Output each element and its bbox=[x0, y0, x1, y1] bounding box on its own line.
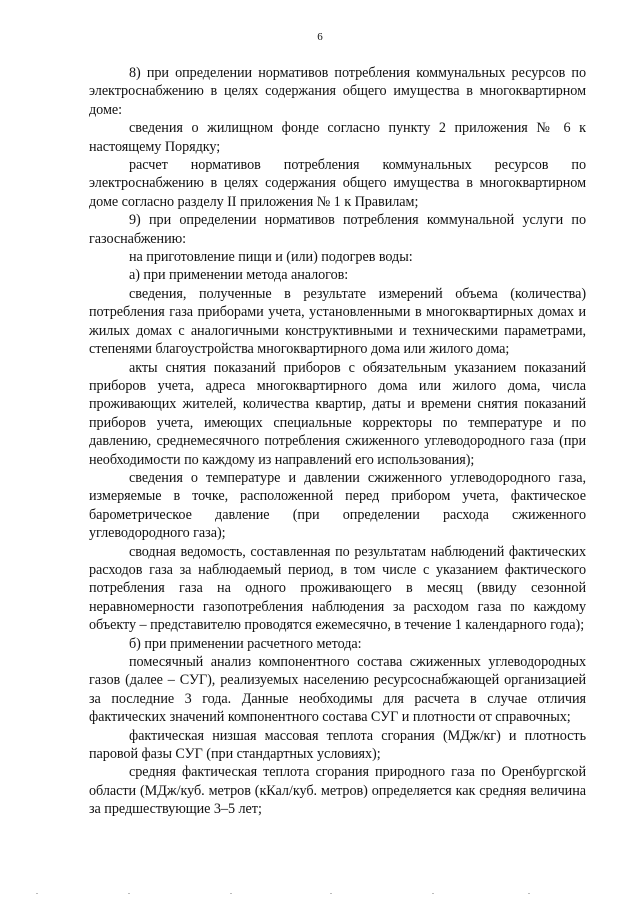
paragraph: акты снятия показаний приборов с обязательным указанием показаний приборов учета, адреса многоквартирного дома или жилого дома, числа проживающих жителей, количества квартир, даты и времени снятия показаний приборов учета, имеющих специальные корректоры по температуре и по давлению, среднемесячного потребления сжиженного углеводородного газа (при необходимости по каждому из направлений его использования); bbox=[89, 359, 586, 468]
paragraph: сведения о температуре и давлении сжиженного углеводородного газа, измеряемые в точке, расположенной перед прибором учета, фактическое барометрическое давление (при определении расхода сжиженного углеводородного газа); bbox=[89, 469, 586, 542]
subsection-a-heading: а) при применении метода аналогов: bbox=[129, 267, 349, 284]
paragraph: расчет нормативов потребления коммунальных ресурсов по электроснабжению в целях содержания общего имущества в многоквартирном доме согласно разделу II приложения № 1 к Правилам; bbox=[89, 157, 586, 210]
paragraph: фактическая низшая массовая теплота сгорания (МДж/кг) и плотность паровой фазы СУГ (при стандартных условиях); bbox=[89, 727, 586, 763]
page-number: 6 bbox=[317, 31, 323, 43]
paragraph-9-heading: 9) при определении нормативов потребления коммунальной услуги по газоснабжению: bbox=[89, 212, 586, 247]
subsection-b-heading: б) при применении расчетного метода: bbox=[129, 635, 362, 652]
paragraph: сведения, полученные в результате измерений объема (количества) потребления газа приборами учета, установленными в многоквартирных домах и жилых домах с аналогичными конструктивными и техническими параметрами, степенями благоустройства многоквартирного дома или жилого дома; bbox=[89, 285, 586, 358]
paragraph: помесячный анализ компонентного состава сжиженных углеводородных газов (далее – СУГ), реализуемых населению ресурсоснабжающей организацией за последние 3 года. Данные необходимы для расчета в случае отличия фактических значений компонентного состава СУГ и плотности от справочных; bbox=[89, 654, 586, 726]
scan-artifact-dots bbox=[0, 893, 640, 901]
paragraph: сведения о жилищном фонде согласно пункту 2 приложения № 6 к настоящему Порядку; bbox=[89, 120, 586, 155]
paragraph-8-heading: 8) при определении нормативов потребления коммунальных ресурсов по электроснабжению в целях содержания общего имущества в многоквартирном доме: bbox=[89, 65, 586, 118]
paragraph: на приготовление пищи и (или) подогрев воды: bbox=[129, 249, 413, 266]
document-body bbox=[89, 64, 586, 819]
paragraph: средняя фактическая теплота сгорания природного газа по Оренбургской области (МДж/куб. метров (кКал/куб. метров) определяется как средняя величина за предшествующие 3–5 лет; bbox=[89, 764, 586, 818]
paragraph: сводная ведомость, составленная по результатам наблюдений фактических расходов газа за наблюдаемый период, в том числе с указанием фактического потребления газа на одного проживающего в месяц (ввиду сезонной неравномерности газопотребления наблюдения за расходом газа по каждому объекту – представителю проводятся ежемесячно, в течение 1 календарного года); bbox=[89, 543, 586, 634]
